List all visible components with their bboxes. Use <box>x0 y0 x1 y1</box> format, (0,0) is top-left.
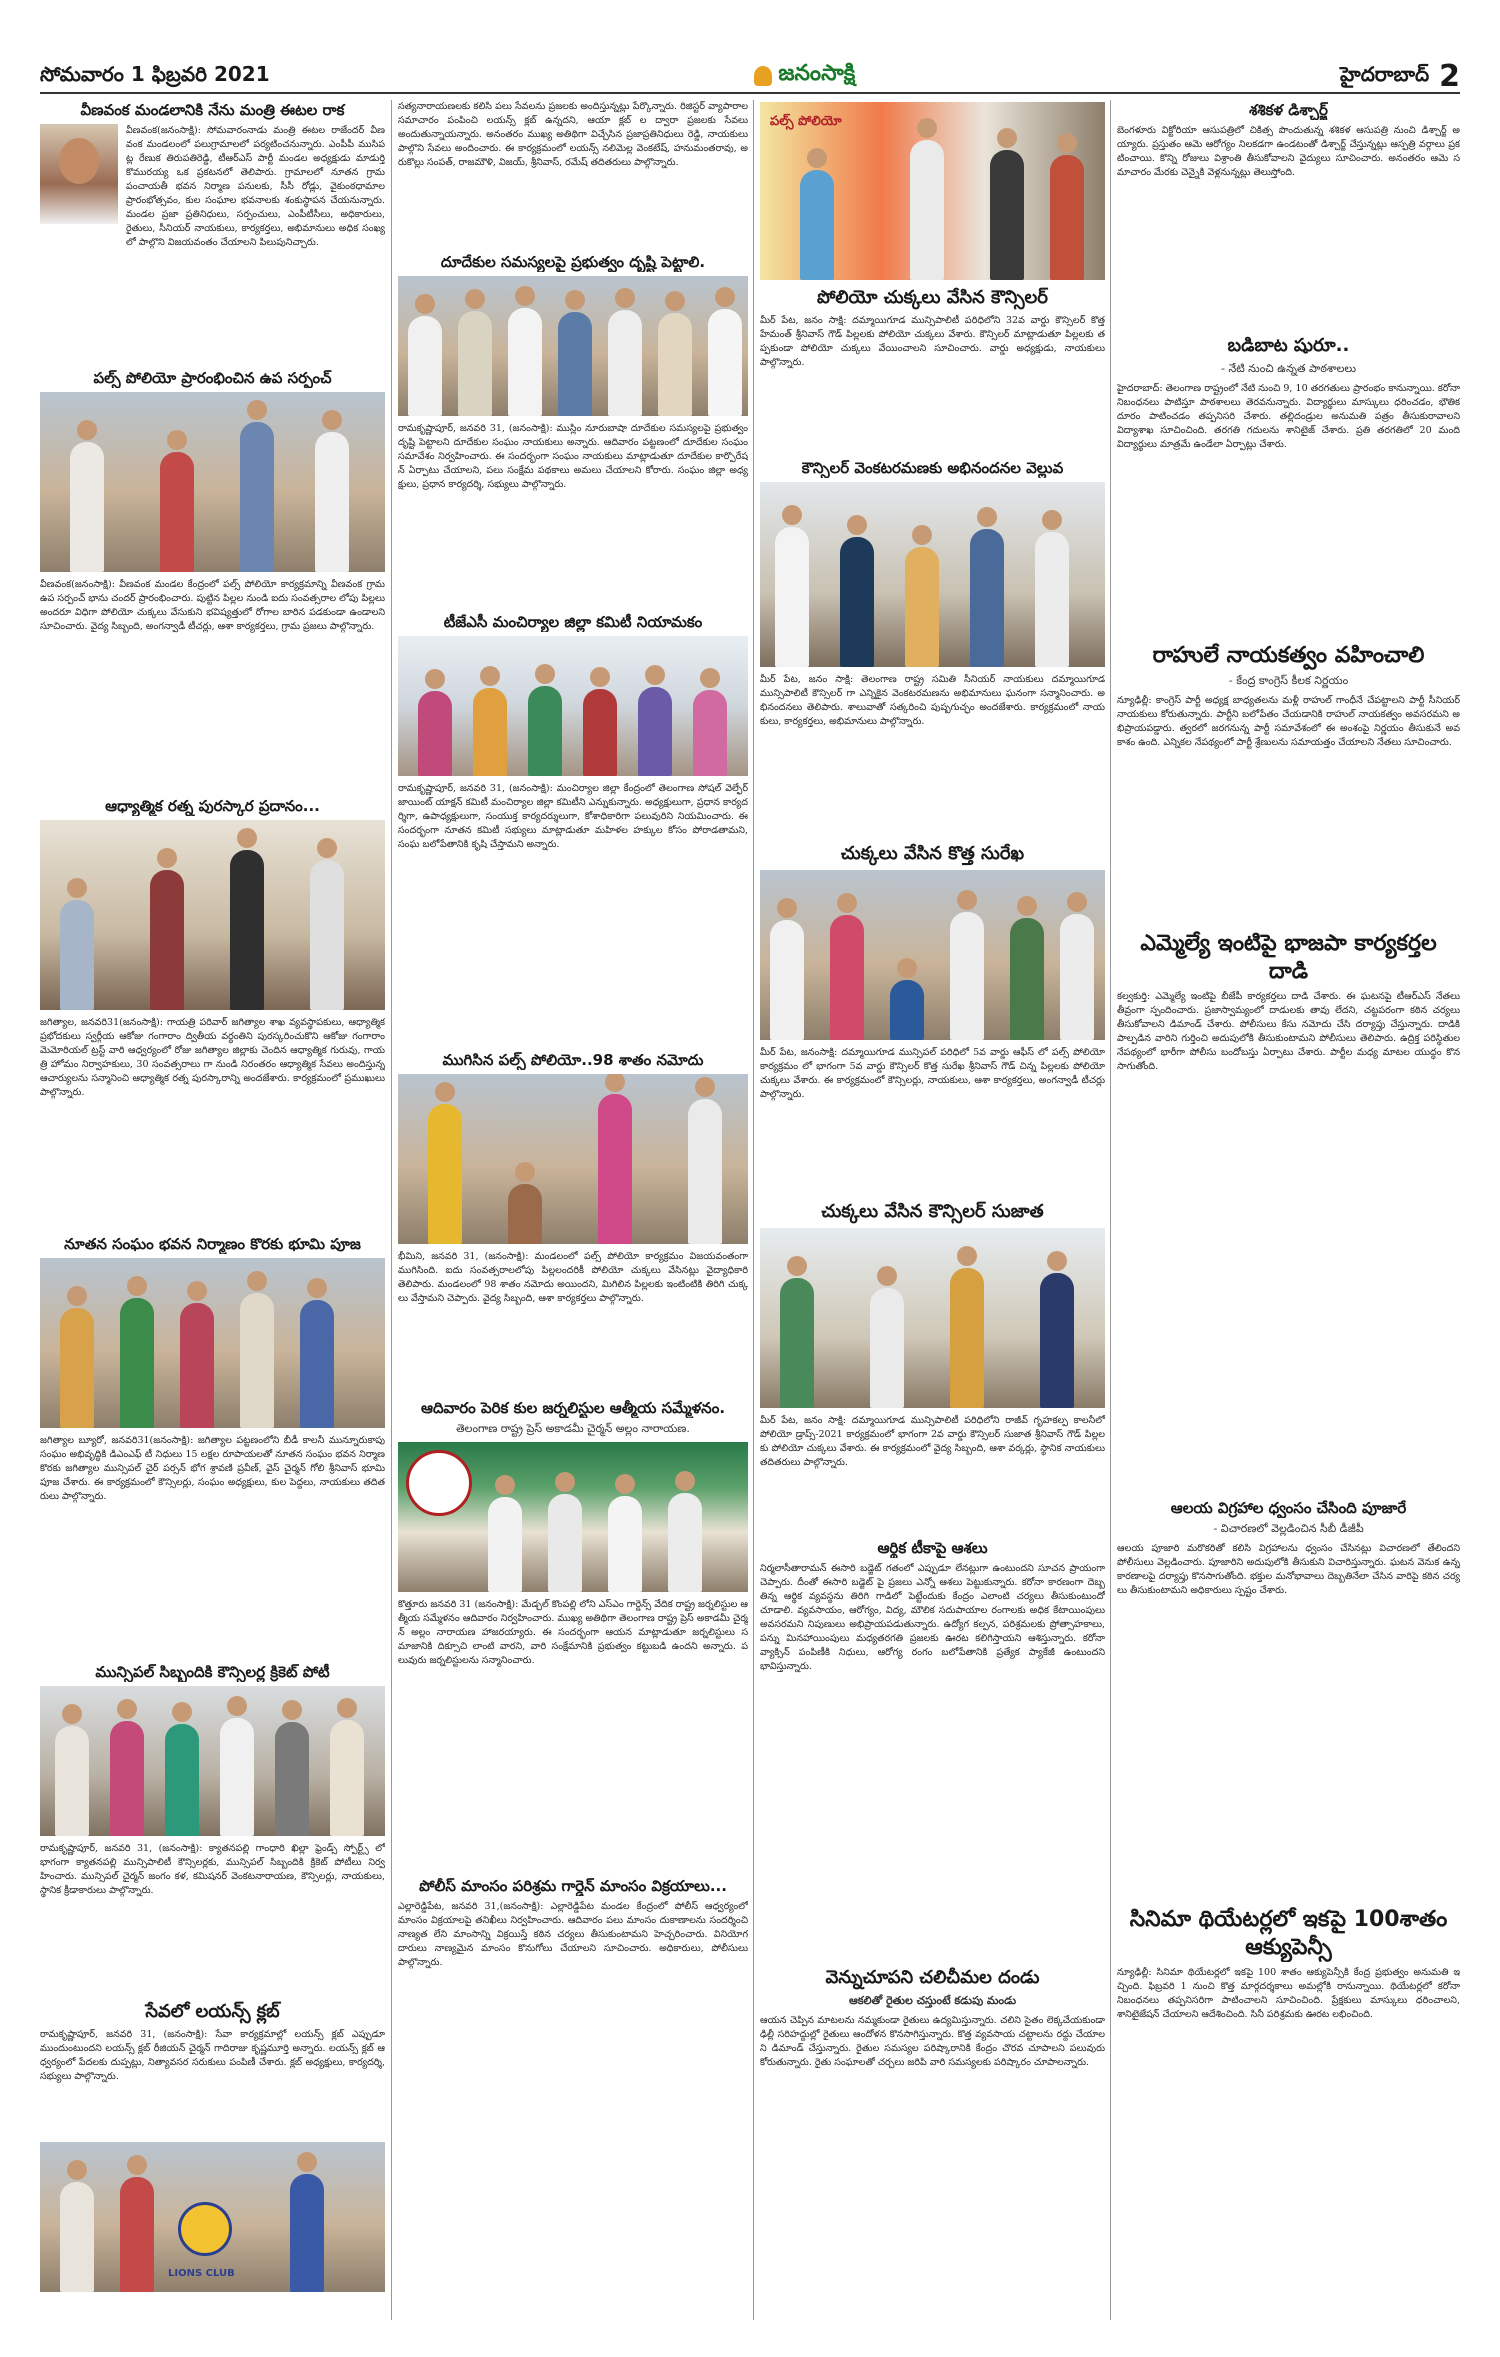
person-figure <box>1010 918 1044 1040</box>
person-figure-head <box>615 288 635 308</box>
person-figure <box>60 1308 94 1428</box>
person-figure <box>315 432 349 572</box>
person-figure <box>120 2177 154 2292</box>
article-headline: ఎమ్మెల్యే ఇంటిపై భాజపా కార్యకర్తల దాడి <box>1140 931 1437 984</box>
article-body: వీణవంక(జనంసాక్షి): వీణవంక మండల కేంద్రంలో పల్స్ పోలియో కార్యక్రమాన్ని వీణవంక గ్రామ ఉప సర్పంచ్ భాను చందర్ ప్రారంభించారు. పుట్టిన పిల్లల నుండి ఐదు సంవత్సరాల లోపు పిల్లలు అందరూ విధిగా పోలియో చుక్కలు వేసుకుని భవిష్యత్తులో రోగాల బారిన పడకుండా ఉండాలని సూచించారు. వైద్య సిబ్బంది, అంగన్వాడీ టీచర్లు, ఆశా కార్యకర్తలు, గ్రామ ప్రజలు పాల్గొన్నారు. <box>40 579 385 632</box>
column-divider <box>391 100 392 2320</box>
person-figure-head <box>282 1700 302 1720</box>
column-3 <box>760 100 1105 2320</box>
person-figure-head <box>615 1474 635 1494</box>
person-figure <box>160 452 194 572</box>
article-headline: బడిబాట షురూ.. <box>1227 335 1350 356</box>
news-photo <box>40 1258 385 1428</box>
person-figure-head <box>237 828 257 848</box>
person-figure-head <box>167 430 187 450</box>
person-figure-head <box>957 890 977 910</box>
person-figure-head <box>515 286 535 306</box>
person-figure <box>1040 1273 1074 1408</box>
article <box>40 368 385 788</box>
person-figure-head <box>917 118 937 138</box>
person-figure <box>70 442 104 572</box>
news-photo <box>398 636 748 776</box>
news-photo <box>40 820 385 1010</box>
person-figure-head <box>62 1704 82 1724</box>
article-headline: ఆలయ విగ్రహాల ధ్వంసం చేసింది పూజారే <box>1170 1499 1407 1517</box>
edition-city: హైదరాబాద్ <box>1340 61 1430 86</box>
person-figure <box>870 1288 904 1408</box>
article-subtitle: - విచారణలో వెల్లడించిన సీబీ డీజీపీ <box>1213 1522 1364 1535</box>
person-figure <box>990 150 1024 280</box>
article-headline: చుక్కలు వేసిన కొత్త సురేఖ <box>840 843 1025 864</box>
person-figure-head <box>897 958 917 978</box>
brand-logo <box>754 61 855 91</box>
article <box>40 2000 385 2320</box>
article <box>40 100 385 360</box>
person-figure-head <box>665 291 685 311</box>
article-body: మీర్ పేట, జనంసాక్షి: దమ్మాయిగూడ మున్సిపల్ పరిధిలో 5వ వార్డు ఆఫీస్ లో పల్స్ పోలియో కార్యక్రమం లో భాగంగా 5వ వార్డు కౌన్సిలర్ కొత్త సురేఖ శ్రీనివాస్ గౌడ్ చిన్న పిల్లలకు పోలియో చుక్కలు వేశారు. ఈ కార్యక్రమంలో కౌన్సిలర్లు, నాయకులు, ఆశా కార్యకర్తలు, అంగన్వాడీ టీచర్లు పాల్గొన్నారు. <box>760 1047 1105 1100</box>
person-figure <box>830 915 864 1040</box>
person-figure <box>970 529 1004 667</box>
person-figure <box>583 689 617 776</box>
person-figure-head <box>67 878 87 898</box>
article <box>760 1966 1105 2320</box>
article-headline: మున్సిపల్ సిబ్బందికి కౌన్సిలర్ల క్రికెట్ పోటీ <box>95 1663 330 1681</box>
person-figure <box>240 422 274 572</box>
article-headline: శశికళ డిశ్చార్జ్ <box>1249 101 1328 119</box>
person-figure-head <box>425 669 445 689</box>
article <box>760 100 1105 450</box>
person-figure <box>220 1718 254 1836</box>
news-photo <box>398 1442 748 1592</box>
person-figure <box>473 688 507 776</box>
person-figure-head <box>565 290 585 310</box>
edition-info <box>1340 59 1460 94</box>
article-headline: నూతన సంఘం భవన నిర్మాణం కొరకు భూమి పూజ <box>64 1235 361 1253</box>
person-figure-head <box>997 128 1017 148</box>
column-1 <box>40 100 385 2320</box>
person-figure-head <box>1067 892 1087 912</box>
person-figure <box>693 690 727 776</box>
brand-icon <box>754 66 772 86</box>
news-photo <box>40 1686 385 1836</box>
article-subtitle: తెలంగాణ రాష్ట్ర ప్రెస్ అకాడమీ చైర్మన్ అల్లం నారాయణ. <box>456 1422 690 1435</box>
article <box>40 1662 385 1992</box>
person-figure <box>290 2174 324 2292</box>
person-figure-head <box>695 1077 715 1097</box>
lions-badge-text: LIONS CLUB <box>168 2268 235 2279</box>
person-figure <box>230 850 264 1010</box>
article <box>40 1234 385 1654</box>
person-figure <box>950 912 984 1040</box>
person-figure <box>110 1721 144 1836</box>
article-headline: పోలియో చుక్కలు వేసిన కౌన్సిలర్ <box>817 287 1048 308</box>
article-body: మీర్ పేట, జనం సాక్షి: తెలంగాణ రాష్ట్ర సమితి సీనియర్ నాయకులు దమ్మాయిగూడ మున్సిపాలిటీ కౌన్సిలర్ గా ఎన్నికైన వెంకటరమణను అభిమానులు ఘనంగా సన్మానించారు. అభినందనలు తెలిపారు. శాలువాతో సత్కరించి పుష్పగుచ్ఛం అందజేశారు. కార్యక్రమంలో నాయకులు, కార్యకర్తలు, అభిమానులు పాల్గొన్నారు. <box>760 674 1105 727</box>
article-body: నిర్మలాసీతారామన్ ఈసారి బడ్జెట్ గతంలో ఎప్పుడూ లేనట్లుగా ఉంటుందని సూచన ప్రాయంగా చెప్పారు. దీంతో ఈసారి బడ్జెట్ పై ప్రజలు ఎన్నో ఆశలు పెట్టుకున్నారు. కరోనా కారణంగా దెబ్బతిన్న ఆర్థిక వ్యవస్థను తిరిగి గాడిలో పెట్టేందుకు కేంద్రం ఎలాంటి చర్యలు తీసుకుంటుందో చూడాలి. వ్యవసాయం, ఆరోగ్యం, విద్య, మౌలిక సదుపాయాల రంగాలకు అధిక కేటాయింపులు అవసరమని నిపుణులు అభిప్రాయపడుతున్నారు. ఉద్యోగ కల్పన, పరిశ్రమలకు ప్రోత్సాహకాలు, పన్ను మినహాయింపులు మధ్యతరగతి ప్రజలకు ఊరట కలిగిస్తాయని ఆశిస్తున్నారు. కరోనా వ్యాక్సిన్ పంపిణీకి నిధులు, ఆరోగ్య రంగం బలోపేతానికి ప్రత్యేక ప్యాకేజీ ఉంటుందని భావిస్తున్నారు. <box>760 1563 1105 1672</box>
person-figure <box>310 860 344 1010</box>
person-figure-head <box>515 1162 535 1182</box>
article-headline: సేవలో లయన్స్ క్లబ్ <box>145 2001 280 2022</box>
person-figure <box>120 1298 154 1428</box>
person-figure-head <box>777 898 797 918</box>
article-body: ఆలయ పూజారి మరొకరితో కలిసి విగ్రహాలను ధ్వంసం చేసినట్లు విచారణలో తేలిందని పోలీసులు వెల్లడించారు. పూజారిని అదుపులోకి తీసుకుని విచారిస్తున్నారు. ఘటన వెనుక ఉన్న కారణాలపై దర్యాప్తు కొనసాగుతోంది. భక్తుల మనోభావాలు దెబ్బతినేలా చేసిన వారిపై కఠిన చర్యలు తీసుకుంటామని అధికారులు స్పష్టం చేశారు. <box>1117 1543 1460 1596</box>
article-body: న్యూఢిల్లీ: కాంగ్రెస్ పార్టీ అధ్యక్ష బాధ్యతలను మళ్లీ రాహుల్ గాంధీనే చేపట్టాలని పార్టీ సీనియర్ నాయకులు కోరుతున్నారు. పార్టీని బలోపేతం చేయడానికి రాహుల్ నాయకత్వం అవసరమని అభిప్రాయపడ్డారు. త్వరలో జరగనున్న పార్టీ సమావేశంలో ఈ అంశంపై నిర్ణయం తీసుకునే అవకాశం ఉంది. ఎన్నికల నేపథ్యంలో పార్టీ శ్రేణులను సమాయత్తం చేయాలని నేతలు సూచించారు. <box>1117 695 1460 748</box>
article-headline: సినిమా థియేటర్లలో ఇకపై 100శాతం ఆక్యుపెన్సీ <box>1129 1907 1448 1960</box>
person-figure <box>300 1300 334 1428</box>
news-photo <box>398 276 748 416</box>
person-figure <box>775 527 809 667</box>
article-headline: పోలీస్ మాంసం పరిశ్రమ గార్డెన్ మాంసం విక్రయాలు... <box>419 1877 727 1895</box>
article <box>1117 1906 1460 2320</box>
lions-club-logo <box>178 2202 232 2256</box>
person-figure <box>508 1184 542 1244</box>
article-body: కొత్తూరు జనవరి 31 (జనంసాక్షి): మేడ్చల్ కొంపల్లి లోని ఎస్ఎం గార్డెన్స్ వేదిక రాష్ట్ర జర్నలిస్టుల ఆత్మీయ సమ్మేళనం ఆదివారం నిర్వహించారు. ముఖ్య అతిథిగా తెలంగాణ రాష్ట్ర ప్రెస్ అకాడమీ చైర్మన్ అల్లం నారాయణ హాజరయ్యారు. ఈ సందర్భంగా ఆయన మాట్లాడుతూ జర్నలిస్టులు సమాజానికి దిక్సూచి లాంటి వారని, వారి సంక్షేమానికి ప్రభుత్వం కట్టుబడి ఉందని అన్నారు. పలువురు జర్నలిస్టులను సన్మానించారు. <box>398 1599 748 1666</box>
person-figure <box>508 308 542 416</box>
person-figure-head <box>415 294 435 314</box>
person-figure-head <box>187 1281 207 1301</box>
news-photo <box>40 392 385 572</box>
minister-portrait <box>40 124 118 224</box>
page-number: 2 <box>1439 58 1460 94</box>
article-headline: చుక్కలు వేసిన కౌన్సిలర్ సుజాత <box>821 1201 1044 1222</box>
article-headline: దూదేకుల సమస్యలపై ప్రభుత్వం దృష్టి పెట్టాలి. <box>440 253 706 271</box>
person-figure <box>780 1278 814 1408</box>
article <box>760 458 1105 834</box>
article-headline: ముగిసిన పల్స్ పోలియో..98 శాతం నమోదు <box>442 1051 704 1069</box>
person-figure <box>840 537 874 667</box>
article-body: రామకృష్ణాపూర్, జనవరి 31, (జనంసాక్షి): ముస్లిం నూరుబాషా దూదేకుల సమస్యలపై ప్రభుత్వం దృష్టి పెట్టాలని దూదేకుల సంఘం నాయకులు అన్నారు. ఆదివారం పట్టణంలో దూదేకుల సంఘం సమావేశం నిర్వహించారు. ఈ సందర్భంగా సంఘం నాయకులు మాట్లాడుతూ దూదేకుల కార్పొరేషన్ ఏర్పాటు చేయాలని, పలు సంక్షేమ పథకాలు అమలు చేయాలని కోరారు. సంఘం జిల్లా అధ్యక్షులు, ప్రధాన కార్యదర్శి, సభ్యులు పాల్గొన్నారు. <box>398 423 748 490</box>
person-figure <box>905 547 939 667</box>
person-figure-head <box>435 1082 455 1102</box>
person-figure-head <box>957 1246 977 1266</box>
article-subtitle: - నేటి నుంచి ఉన్నత పాఠశాలలు <box>1221 362 1356 375</box>
article-body: రామకృష్ణాపూర్, జనవరి 31, (జనంసాక్షి): సేవా కార్యక్రమాల్లో లయన్స్ క్లబ్ ఎప్పుడూ ముందుంటుందని లయన్స్ క్లబ్ రీజియన్ చైర్మన్ గాదిరాజు కృష్ణమూర్తి అన్నారు. లయన్స్ క్లబ్ ఆధ్వర్యంలో పేదలకు దుప్పట్లు, నిత్యావసర సరుకులు పంపిణీ చేశారు. క్లబ్ అధ్యక్షులు, కార్యదర్శి, సభ్యులు పాల్గొన్నారు. <box>40 2029 385 2082</box>
article-subtitle: ఆకలితో రైతుల చస్తుంటే కడుపు మండు <box>848 1994 1017 2007</box>
article-body: న్యూఢిల్లీ: సినిమా థియేటర్లలో ఇకపై 100 శాతం ఆక్యుపెన్సీకి కేంద్ర ప్రభుత్వం అనుమతి ఇచ్చింది. ఫిబ్రవరి 1 నుంచి కొత్త మార్గదర్శకాలు అమల్లోకి రానున్నాయి. థియేటర్లలో కరోనా నిబంధనలు తప్పనిసరిగా పాటించాలని సూచించింది. ప్రేక్షకులు మాస్కులు ధరించాలని, శానిటైజేషన్ చేయాలని ఆదేశించింది. సినీ పరిశ్రమకు ఊరట లభించింది. <box>1117 1967 1460 2020</box>
issue-date: సోమవారం 1 ఫిబ్రవరి 2021 <box>40 61 270 86</box>
article-body: ఆయన చెప్పిన మాటలను నమ్మకుండా రైతులు ఉద్యమిస్తున్నారు. చలిని సైతం లెక్కచేయకుండా ఢిల్లీ సరిహద్దుల్లో రైతులు ఆందోళన కొనసాగిస్తున్నారు. కొత్త వ్యవసాయ చట్టాలను రద్దు చేయాలని డిమాండ్ చేస్తున్నారు. రైతుల సమస్యల పరిష్కారానికి కేంద్రం చొరవ చూపాలని పలువురు కోరుతున్నారు. రైతు సంఘాలతో చర్చలు జరిపి వారి సమస్యలకు పరిష్కారం చూపాలన్నారు. <box>760 2015 1105 2068</box>
person-figure <box>1050 155 1084 280</box>
person-figure <box>770 920 804 1040</box>
article <box>398 252 748 604</box>
person-figure-head <box>782 505 802 525</box>
column-divider <box>753 100 754 2320</box>
masthead <box>40 60 1460 94</box>
person-figure <box>150 870 184 1010</box>
person-figure <box>950 1268 984 1408</box>
person-figure <box>558 312 592 416</box>
person-figure <box>458 311 492 416</box>
news-photo <box>760 870 1105 1040</box>
person-figure-head <box>77 420 97 440</box>
article <box>398 1398 748 1868</box>
article <box>1117 930 1460 1490</box>
person-figure-head <box>715 287 735 307</box>
person-figure-head <box>480 666 500 686</box>
news-photo <box>760 102 1105 280</box>
person-figure-head <box>847 515 867 535</box>
person-figure-head <box>127 1276 147 1296</box>
person-figure-head <box>495 1475 515 1495</box>
column-divider <box>1110 100 1111 2320</box>
person-figure <box>1035 532 1069 667</box>
article <box>398 100 748 250</box>
article-body: వీణవంక(జనంసాక్షి): సోమవారంనాడు మంత్రి ఈటల రాజేందర్ వీణవంక మండలంలో పలుగ్రామాలలో పర్యటించనున్నారు. ఎంపీపీ ముసిపట్ల రేణుక తిరుపతిరెడ్డి, టీఆర్ఎస్ పార్టీ మండల అధ్యక్షుడు మాడుర్తి కొమురయ్య ఒక ప్రకటనలో తెలిపారు. గ్రామాలలో నూతన గ్రామపంచాయతీ భవన నిర్మాణ పనులకు, సీసీ రోడ్లు, వైకుంఠధామాల ప్రారంభోత్సవం, కుల సంఘాల భవనాలకు శంకుస్థాపన చేయనున్నారు. మండల ప్రజా ప్రతినిధులు, సర్పంచులు, ఎంపీటీసీలు, అధికారులు, రైతులు, సీనియర్ నాయకులు, కార్యకర్తలు, అభిమానులు అధిక సంఖ్యలో పాల్గొని విజయవంతం చేయాలని పిలుపునిచ్చారు. <box>126 125 385 248</box>
person-figure-head <box>1057 133 1077 153</box>
article <box>760 1200 1105 1530</box>
column-4 <box>1117 100 1460 2320</box>
person-figure-head <box>700 668 720 688</box>
article <box>760 842 1105 1192</box>
article-body: ఎల్లారెడ్డిపేట, జనవరి 31,(జనంసాక్షి): ఎల్లారెడ్డిపేట మండల కేంద్రంలో పోలీస్ ఆధ్వర్యంలో మాంసం విక్రయాలపై తనిఖీలు నిర్వహించారు. ఆదివారం పలు మాంసం దుకాణాలను సందర్శించి నాణ్యత లేని మాంసాన్ని విక్రయిస్తే కఠిన చర్యలు తీసుకుంటామని హెచ్చరించారు. వినియోగదారులు నాణ్యమైన మాంసం కొనుగోలు చేయాలని సూచించారు. అధికారులు, పోలీసులు పాల్గొన్నారు. <box>398 1901 748 1968</box>
article-headline: రాహులే నాయకత్వం వహించాలి <box>1152 643 1425 668</box>
article-body: సత్యనారాయణలకు కలిసి పలు సేవలను ప్రజలకు అందిస్తున్నట్లు పేర్కొన్నారు. రిజిస్టర్ వ్యాపారాల సమాచారం పంపించి లయన్స్ క్లబ్ ఉన్నదని, ఆయా క్లబ్ ల ద్వారా ప్రజలకు సేవలు అందుతున్నాయన్నారు. అనంతరం ముఖ్య అతిథిగా విచ్చేసిన ప్రజాప్రతినిధులు రెడ్డి, నాయకులు పాల్గొని సేవలు అందించారు. ఈ కార్యక్రమంలో లయన్స్ నలిమెల్ల వెంకటేష్, హనుమంతరావు, అరుకొల్లు సంపత్, రాజమౌళి, విజయ్, శ్రీనివాస్, రమేష్ తదితరులు పాల్గొన్నారు. <box>398 101 748 168</box>
person-figure-head <box>247 400 267 420</box>
article <box>40 796 385 1226</box>
person-figure-head <box>877 1266 897 1286</box>
person-figure <box>418 691 452 776</box>
person-figure-head <box>1042 510 1062 530</box>
news-photo <box>40 2142 385 2292</box>
article-headline: వెన్నుచూపని చలిచీమల దండు <box>825 1967 1040 1988</box>
article <box>398 1876 748 2320</box>
article-body: మీర్ పేట, జనం సాక్షి: దమ్మాయిగూడ మున్సిపాలిటీ పరిధిలోని 32వ వార్డు కౌన్సిలర్ కొత్త హేమంత్ శ్రీనివాస్ గౌడ్ పిల్లలకు పోలియో చుక్కలు వేశారు. కౌన్సిలర్ మాట్లాడుతూ పిల్లలకు తప్పకుండా పోలియో చుక్కలు వేయించాలని సూచించారు. వార్డు అధ్యక్షుడు, నాయకులు పాల్గొన్నారు. <box>760 315 1105 368</box>
person-figure-head <box>912 525 932 545</box>
person-figure-head <box>157 848 177 868</box>
article-subtitle: - కేంద్ర కాంగ్రెస్ కీలక నిర్ణయం <box>1228 674 1349 687</box>
column-2 <box>398 100 748 2320</box>
person-figure-head <box>837 893 857 913</box>
article <box>398 612 748 1042</box>
person-figure <box>60 900 94 1010</box>
news-photo <box>398 1074 748 1244</box>
person-figure-head <box>535 664 555 684</box>
article-headline: ఆర్థిక టీకాపై ఆశలు <box>877 1539 988 1557</box>
person-figure-head <box>465 289 485 309</box>
article-headline: పల్స్ పోలియో ప్రారంభించిన ఉప సర్పంచ్ <box>93 369 332 387</box>
article-body: కల్వకుర్తి: ఎమ్మెల్యే ఇంటిపై బీజేపీ కార్యకర్తలు దాడి చేశారు. ఈ ఘటనపై టీఆర్ఎస్ నేతలు తీవ్రంగా స్పందించారు. ప్రజాస్వామ్యంలో దాడులకు తావు లేదని, చట్టపరంగా కఠిన చర్యలు తీసుకోవాలని డిమాండ్ చేశారు. పోలీసులు కేసు నమోదు చేసి దర్యాప్తు చేస్తున్నారు. దాడికి పాల్పడిన వారిని గుర్తించి అదుపులోకి తీసుకుంటామని పోలీసులు తెలిపారు. ఉద్రిక్త పరిస్థితుల నేపథ్యంలో భారీగా పోలీసు బందోబస్తు ఏర్పాటు చేశారు. పార్టీల మధ్య మాటల యుద్ధం కొనసాగుతోంది. <box>1117 991 1460 1072</box>
article-headline: కౌన్సిలర్ వెంకటరమణకు అభినందనల వెల్లువ <box>801 459 1064 477</box>
person-figure-head <box>337 1698 357 1718</box>
article-headline: ఆధ్యాత్మిక రత్న పురస్కార ప్రదానం... <box>105 797 320 815</box>
person-figure <box>165 1724 199 1836</box>
person-figure-head <box>645 665 665 685</box>
person-figure <box>608 310 642 416</box>
person-figure-head <box>807 148 827 168</box>
person-figure <box>668 1493 702 1592</box>
person-figure-head <box>67 1286 87 1306</box>
person-figure <box>275 1722 309 1836</box>
polio-banner-text: పల్స్ పోలియో <box>770 114 842 129</box>
person-figure-head <box>297 2152 317 2172</box>
article-body: మీర్ పేట, జనం సాక్షి: దమ్మాయిగూడ మున్సిపాలిటీ పరిధిలోని రాజీవ్ గృహకల్ప కాలనీలో పోలియో డ్రాప్స్-2021 కార్యక్రమంలో భాగంగా 2వ వార్డు కౌన్సిలర్ సుజాత శ్రీనివాస్ గౌడ్ పిల్లలకు పోలియో చుక్కలు వేశారు. ఈ కార్యక్రమంలో వైద్య సిబ్బంది, ఆశా వర్కర్లు, స్థానిక నాయకులు తదితరులు పాల్గొన్నారు. <box>760 1415 1105 1468</box>
person-figure-head <box>172 1702 192 1722</box>
person-figure <box>638 687 672 776</box>
person-figure-head <box>787 1256 807 1276</box>
person-figure-head <box>127 2155 147 2175</box>
person-figure <box>528 686 562 776</box>
person-figure <box>890 980 924 1040</box>
person-figure <box>330 1720 364 1836</box>
article-body: రామకృష్ణాపూర్, జనవరి 31, (జనంసాక్షి): మంచిర్యాల జిల్లా కేంద్రంలో తెలంగాణ సోషల్ వెల్ఫేర్ జాయింట్ యాక్షన్ కమిటీ మంచిర్యాల జిల్లా కమిటీని ఎన్నుకున్నారు. అధ్యక్షులుగా, ప్రధాన కార్యదర్శిగా, ఉపాధ్యక్షులుగా, సంయుక్త కార్యదర్శులుగా, కోశాధికారిగా పలువురిని నియమించారు. ఈ సందర్భంగా నూతన కమిటీ సభ్యులు మాట్లాడుతూ మహిళల హక్కుల కోసం పోరాడతామని, సంఘ బలోపేతానికి కృషి చేస్తామని అన్నారు. <box>398 783 748 850</box>
person-figure <box>688 1099 722 1244</box>
article-body: రామకృష్ణాపూర్, జనవరి 31, (జనంసాక్షి): క్యాతనపల్లి గాంధారి ఖిల్లా ఫ్రెండ్స్ స్పోర్ట్స్ లో భాగంగా క్యాతనపల్లి మున్సిపాలిటీ కౌన్సిలర్లకు, మున్సిపల్ సిబ్బందికి క్రికెట్ పోటీలు నిర్వహించారు. మున్సిపల్ చైర్మన్ జంగం కళ, కమిషనర్ వెంకటనారాయణ, కౌన్సిలర్లు, నాయకులు, స్థానిక క్రీడాకారులు పాల్గొన్నారు. <box>40 1843 385 1896</box>
person-figure-head <box>322 410 342 430</box>
person-figure <box>428 1104 462 1244</box>
person-figure-head <box>590 667 610 687</box>
article <box>760 1538 1105 1958</box>
article <box>1117 100 1460 326</box>
article-body: జగిత్యాల, జనవరి31(జనంసాక్షి): గాయత్రి పరివార్ జగిత్యాల శాఖ వ్యవస్థాపకులు, ఆధ్యాత్మిక ప్రభోదకులు స్వర్గీయ ఆకోజు గంగారాం ద్వితీయ వర్ధంతిని పురస్కరించుకొని ఆకోజు గంగారాం మెమోరియల్ ట్రస్ట్ వారి ఆధ్వర్యంలో రోజు జగిత్యాల జిల్లాకు చెందిన ఆధ్యాత్మిక గురువు, గాయత్రి హోమం నిర్వాహకులు, 30 సంవత్సరాలు గా నుండి నిరంతరం ఆధ్యాత్మిక సేవలు అందిస్తున్న ఆచార్యులను సన్మానించి ఆధ్యాత్మిక రత్న పురస్కారాన్ని అందజేశారు. కార్యక్రమంలో ప్రముఖులు పాల్గొన్నారు. <box>40 1017 385 1098</box>
person-figure-head <box>67 2160 87 2180</box>
news-photo <box>760 1228 1105 1408</box>
article <box>1117 642 1460 922</box>
article-body: భీమిని, జనవరి 31, (జనంసాక్షి): మండలంలో పల్స్ పోలియో కార్యక్రమం విజయవంతంగా ముగిసింది. ఐదు సంవత్సరాలలోపు పిల్లలందరికీ పోలియో చుక్కలు వేసినట్లు వైద్యాధికారి తెలిపారు. మండలంలో 98 శాతం నమోదు అయిందని, మిగిలిన పిల్లలకు ఇంటింటికి తిరిగి చుక్కలు వేస్తామని చెప్పారు. వైద్య సిబ్బంది, ఆశా కార్యకర్తలు పాల్గొన్నారు. <box>398 1251 748 1304</box>
article <box>1117 334 1460 634</box>
banner-logo <box>406 1450 472 1516</box>
person-figure-head <box>605 1074 625 1092</box>
person-figure-head <box>247 1271 267 1291</box>
article-headline: టీజేఎసీ మంచిర్యాల జిల్లా కమిటీ నియామకం <box>443 613 703 631</box>
person-figure <box>60 2182 94 2292</box>
news-photo <box>760 482 1105 667</box>
article <box>398 1050 748 1390</box>
person-figure <box>488 1497 522 1592</box>
person-figure-head <box>317 838 337 858</box>
person-figure-head <box>117 1699 137 1719</box>
person-figure <box>658 313 692 416</box>
person-figure <box>548 1494 582 1592</box>
person-figure-head <box>1017 896 1037 916</box>
person-figure-head <box>307 1278 327 1298</box>
person-figure-head <box>555 1472 575 1492</box>
article <box>1117 1498 1460 1898</box>
article-body: జగిత్యాల బ్యూరో, జనవరి31(జనంసాక్షి): జగిత్యాల పట్టణంలోని బీడీ కాలనీ మున్నూరుకాపు సంఘం అభివృద్ధికి డిఎంఎఫ్ టీ నిధులు 15 లక్షల రూపాయలతో నూతన సంఘం భవన నిర్మాణ కొరకు జగిత్యాల మున్సిపల్ చైర్ పర్సన్ భోగ శ్రావణి ప్రవీణ్, వైస్ చైర్మన్ గోలి శ్రీనివాస్ భూమి పూజ చేశారు. ఈ కార్యక్రమంలో కౌన్సిలర్లు, సంఘం అధ్యక్షులు, కుల పెద్దలు, నాయకులు తదితరులు పాల్గొన్నారు. <box>40 1435 385 1502</box>
person-figure-head <box>675 1471 695 1491</box>
article-headline: ఆదివారం పెరిక కుల జర్నలిస్టుల ఆత్మీయ సమ్మేళనం. <box>420 1399 726 1417</box>
person-figure <box>708 309 742 416</box>
person-figure-head <box>977 507 997 527</box>
person-figure <box>910 140 944 280</box>
person-figure-head <box>227 1696 247 1716</box>
brand-name: జనంసాక్షి <box>778 61 856 86</box>
person-figure-head <box>1047 1251 1067 1271</box>
person-figure <box>240 1293 274 1428</box>
person-figure <box>608 1496 642 1592</box>
person-figure <box>408 316 442 416</box>
person-figure <box>598 1094 632 1244</box>
person-figure <box>180 1303 214 1428</box>
article-headline: వీణవంక మండలానికి నేను మంత్రి ఈటల రాక <box>80 101 345 119</box>
person-figure <box>800 170 834 280</box>
article-body: హైదరాబాద్: తెలంగాణ రాష్ట్రంలో నేటి నుంచి 9, 10 తరగతులు ప్రారంభం కానున్నాయి. కరోనా నిబంధనలు పాటిస్తూ పాఠశాలలు తెరవనున్నారు. విద్యార్థులు మాస్కులు ధరించడం, భౌతిక దూరం పాటించడం తప్పనిసరి చేశారు. తల్లిదండ్రుల అనుమతి పత్రం తీసుకురావాలని విద్యాశాఖ సూచించింది. తరగతి గదులను శానిటైజ్ చేశారు. ప్రతి తరగతిలో 20 మంది విద్యార్థులు మాత్రమే ఉండేలా ఏర్పాట్లు చేశారు. <box>1117 383 1460 450</box>
person-figure <box>55 1726 89 1836</box>
person-figure <box>1060 914 1094 1040</box>
article-body: బెంగళూరు విక్టోరియా ఆసుపత్రిలో చికిత్స పొందుతున్న శశికళ ఆసుపత్రి నుంచి డిశ్చార్జ్ అయ్యారు. ప్రస్తుతం ఆమె ఆరోగ్యం నిలకడగా ఉండటంతో డిశ్చార్జ్ చేస్తున్నట్లు ఆస్పత్రి వర్గాలు ప్రకటించాయి. కొన్ని రోజులు విశ్రాంతి తీసుకోవాలని వైద్యులు సూచించారు. అనంతరం ఆమె సమాచారం మేరకు చెన్నైకి వెళ్లనున్నట్లు తెలుస్తోంది. <box>1117 125 1460 178</box>
